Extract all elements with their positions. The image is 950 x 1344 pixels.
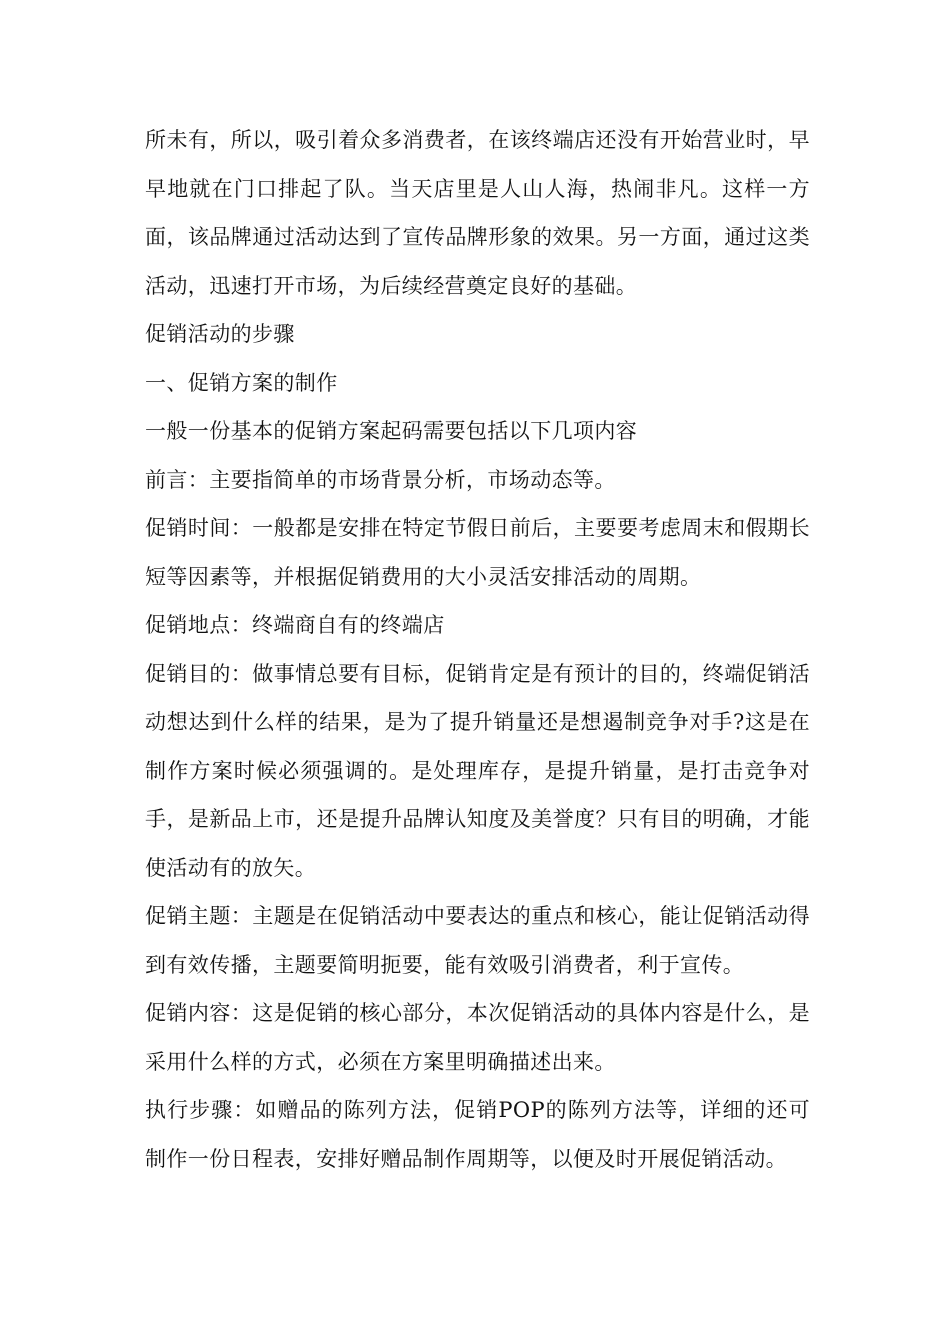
paragraph-preface: 前言：主要指简单的市场背景分析，市场动态等。 (145, 467, 616, 492)
paragraph-execution-steps: 执行步骤：如赠品的陈列方法，促销POP的陈列方法等，详细的还可制作一份日程表，安排好赠品制作周期等，以便及时开展促销活动。 (145, 1098, 810, 1171)
section-heading-promotion-steps: 促销活动的步骤 (145, 322, 295, 346)
paragraph-intro-continuation: 所未有，所以，吸引着众多消费者，在该终端店还没有开始营业时，早早地就在门口排起了队。当天店里是人山人海，热闹非凡。这样一方面，该品牌通过活动达到了宣传品牌形象的效果。另一方面，通过这类活动，迅速打开市场，为后续经营奠定良好的基础。 (145, 128, 810, 298)
paragraph-promotion-location: 促销地点：终端商自有的终端店 (145, 613, 445, 637)
paragraph-promotion-time: 促销时间：一般都是安排在特定节假日前后，主要要考虑周末和假期长短等因素等，并根据促销费用的大小灵活安排活动的周期。 (145, 516, 810, 589)
document-body (145, 116, 810, 1183)
paragraph-promotion-purpose: 促销目的：做事情总要有目标，促销肯定是有预计的目的，终端促销活动想达到什么样的结果，是为了提升销量还是想遏制竞争对手?这是在制作方案时候必须强调的。是处理库存，是提升销量，是打击竞争对手，是新品上市，还是提升品牌认知度及美誉度？只有目的明确，才能使活动有的放矢。 (145, 661, 810, 880)
paragraph-promotion-content: 促销内容：这是促销的核心部分，本次促销活动的具体内容是什么，是采用什么样的方式，必须在方案里明确描述出来。 (145, 1001, 810, 1074)
subsection-heading-plan-creation: 一、促销方案的制作 (145, 370, 338, 395)
paragraph-promotion-theme: 促销主题：主题是在促销活动中要表达的重点和核心，能让促销活动得到有效传播，主题要简明扼要，能有效吸引消费者，利于宣传。 (145, 904, 810, 977)
paragraph-plan-contents: 一般一份基本的促销方案起码需要包括以下几项内容 (145, 419, 638, 443)
